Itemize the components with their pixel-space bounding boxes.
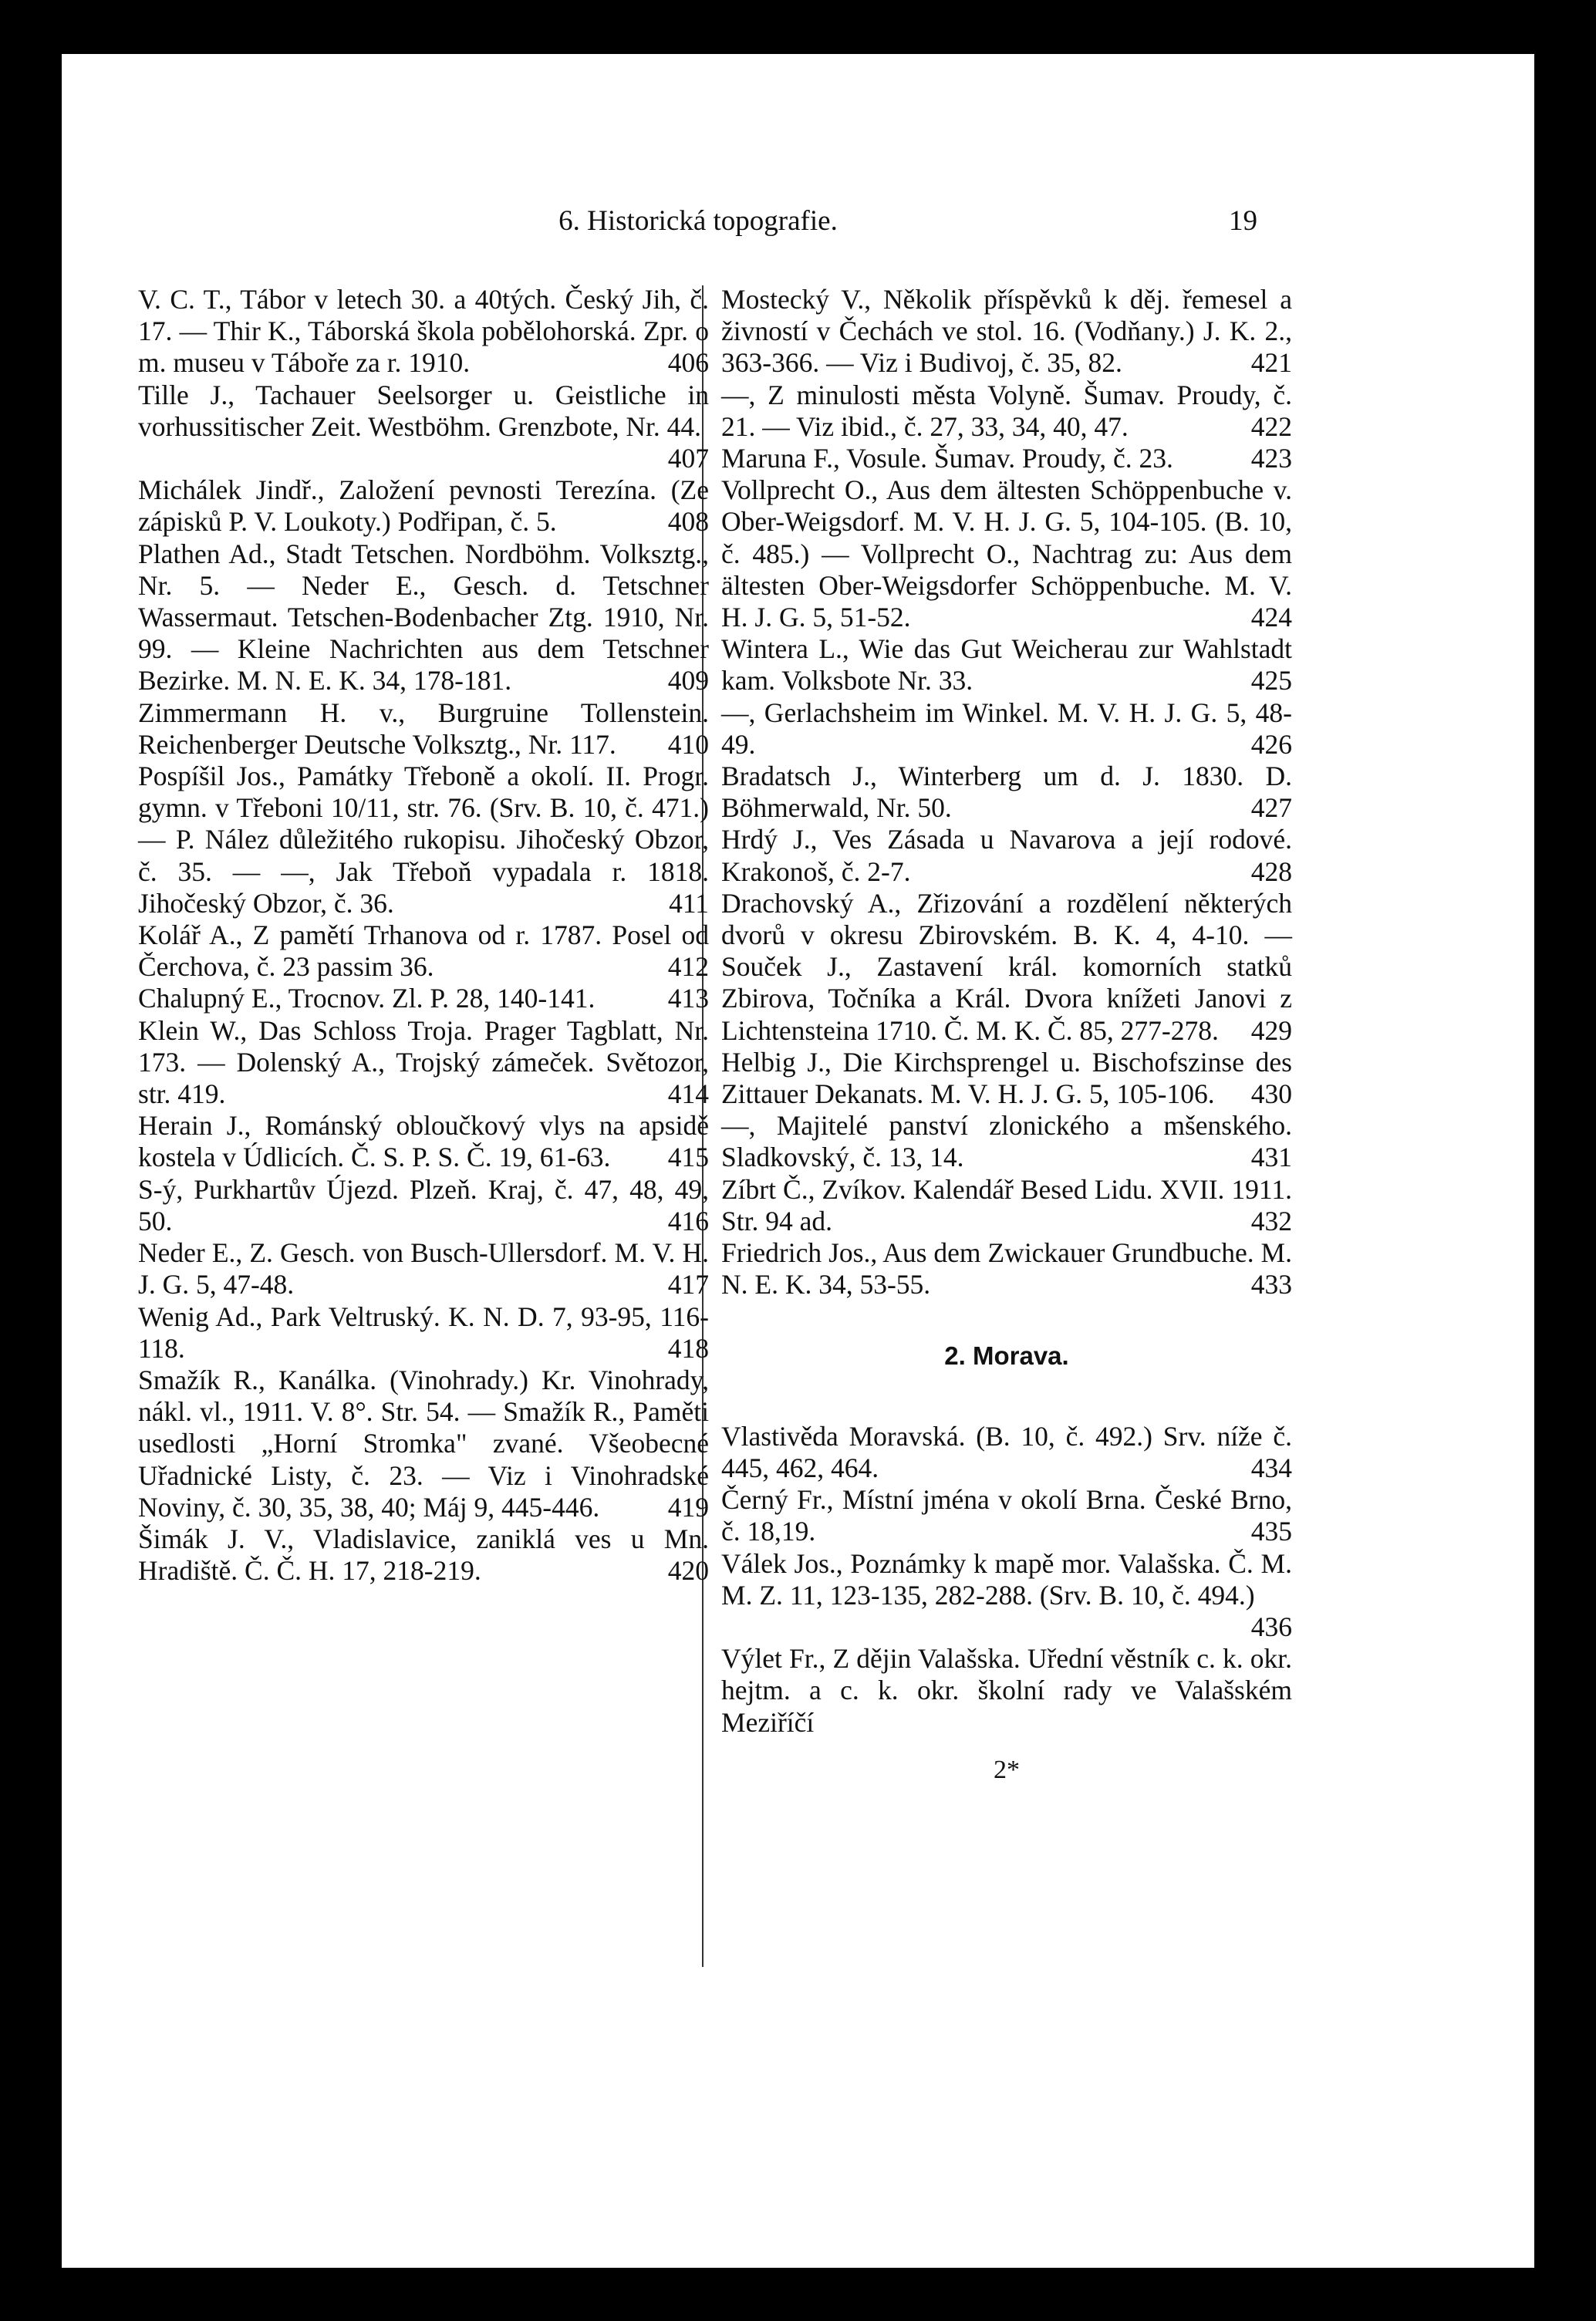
entry-text: Neder E., Z. Gesch. von Busch-Ullersdorf. M. V. H. J. G. 5, 47-48. bbox=[138, 1237, 709, 1301]
bibliography-entry bbox=[138, 538, 709, 697]
entry-number: 420 bbox=[667, 1555, 709, 1587]
bibliography-entry bbox=[138, 380, 709, 475]
entry-text: Vollprecht O., Aus dem ältesten Schöppenbuche v. Ober-Weigsdorf. M. V. H. J. G. 5, 104-105. (B. 10, č. 485.) — Vollprecht O., Nachtrag zu: Aus dem ältesten Ober-Weigsdorfer Schöppenbuche. M. V. H. J. G. 5, 51-52. bbox=[721, 474, 1292, 633]
bibliography-entry bbox=[138, 284, 709, 380]
bibliography-entry bbox=[721, 474, 1292, 633]
entry-text: Smažík R., Kanálka. (Vinohrady.) Kr. Vinohrady, nákl. vl., 1911. V. 8°. Str. 54. — Smažík R., Paměti usedlosti „Horní Stromka" zvané. Všeobecné Uřadnické Listy, č. 23. — Viz i Vinohradské Noviny, č. 30, 35, 38, 40; Máj 9, 445-446. bbox=[138, 1364, 709, 1523]
bibliography-entry bbox=[138, 697, 709, 761]
entry-number: 428 bbox=[1250, 855, 1292, 887]
bibliography-entry bbox=[721, 824, 1292, 887]
entry-number: 419 bbox=[667, 1491, 709, 1523]
running-header bbox=[139, 204, 1257, 251]
entry-number: 412 bbox=[667, 951, 709, 983]
entry-text: Mostecký V., Několik příspěvků k děj. řemesel a živností v Čechách ve stol. 16. (Vodňany.) J. K. 2., 363-366. — Viz i Budivoj, č. 35, 82. bbox=[721, 284, 1292, 379]
entry-number: 424 bbox=[1250, 602, 1292, 633]
page-number: 19 bbox=[1229, 205, 1257, 237]
entry-text: Drachovský A., Zřizování a rozdělení některých dvorů v okresu Zbirovském. B. K. 4, 4-10. — Souček J., Zastavení král. komorních statků Zbirova, Točníka a Král. Dvora knížeti Janovi z Lichtensteina 1710. Č. M. K. Č. 85, 277-278. bbox=[721, 887, 1292, 1046]
entry-text: Šimák J. V., Vladislavice, zaniklá ves u Mn. Hradiště. Č. Č. H. 17, 218-219. bbox=[138, 1523, 709, 1587]
bibliography-entry bbox=[138, 761, 709, 919]
bibliography-entry bbox=[138, 1237, 709, 1301]
bibliography-entry bbox=[721, 1548, 1292, 1644]
header-title: 6. Historická topografie. bbox=[558, 205, 838, 237]
entry-text: Kolář A., Z pamětí Trhanova od r. 1787. Posel od Čerchova, č. 23 passim 36. bbox=[138, 919, 709, 983]
bibliography-entry bbox=[138, 983, 709, 1014]
entry-text: Helbig J., Die Kirchsprengel u. Bischofszinse des Zittauer Dekanats. M. V. H. J. G. 5, 105-106. bbox=[721, 1046, 1292, 1110]
entry-text: Hrdý J., Ves Zásada u Navarova a její rodové. Krakonoš, č. 2-7. bbox=[721, 824, 1292, 887]
bibliography-entry bbox=[721, 1484, 1292, 1547]
entry-text: Bradatsch J., Winterberg um d. J. 1830. D. Böhmerwald, Nr. 50. bbox=[721, 761, 1292, 824]
entry-text: Michálek Jindř., Založení pevnosti Terezína. (Ze zápisků P. V. Loukoty.) Podřipan, č. 5. bbox=[138, 474, 709, 538]
bibliography-entry bbox=[721, 380, 1292, 443]
entry-text: S-ý, Purkhartův Újezd. Plzeň. Kraj, č. 47, 48, 49, 50. bbox=[138, 1173, 709, 1236]
entry-number: 407 bbox=[667, 443, 709, 474]
entry-text: Pospíšil Jos., Památky Třeboně a okolí. II. Progr. gymn. v Třeboni 10/11, str. 76. (Srv. B. 10, č. 471.) — P. Nález důležitého rukopisu. Jihočeský Obzor, č. 35. — —, Jak Třeboň vypadala r. 1818. Jihočeský Obzor, č. 36. bbox=[138, 761, 709, 919]
entry-number: 433 bbox=[1250, 1269, 1292, 1301]
entry-number: 425 bbox=[1250, 665, 1292, 697]
bibliography-entry bbox=[138, 919, 709, 983]
entry-text: Tille J., Tachauer Seelsorger u. Geistliche in vorhussitischer Zeit. Westböhm. Grenzbote, Nr. 44. bbox=[138, 379, 709, 442]
entry-text: Plathen Ad., Stadt Tetschen. Nordböhm. Volksztg., Nr. 5. — Neder E., Gesch. d. Tetschner Wassermaut. Tetschen-Bodenbacher Ztg. 1910, Nr. 99. — Kleine Nachrichten aus dem Tetschner Bezirke. M. N. E. K. 34, 178-181. bbox=[138, 538, 709, 697]
entry-text: Černý Fr., Místní jména v okolí Brna. České Brno, č. 18,19. bbox=[721, 1484, 1292, 1547]
entry-number: 418 bbox=[667, 1332, 709, 1364]
bibliography-entry bbox=[721, 888, 1292, 1047]
entry-number: 427 bbox=[1250, 792, 1292, 824]
entry-number: 406 bbox=[667, 347, 709, 379]
signature-mark: 2* bbox=[994, 1755, 1020, 1784]
bibliography-entry bbox=[721, 284, 1292, 380]
entry-number: 422 bbox=[1250, 410, 1292, 442]
entry-number: 434 bbox=[1250, 1452, 1292, 1483]
bibliography-entry bbox=[721, 443, 1292, 474]
bibliography-entry bbox=[138, 474, 709, 538]
bibliography-entry bbox=[138, 1015, 709, 1111]
bibliography-entry bbox=[721, 1174, 1292, 1237]
entry-number: 413 bbox=[667, 983, 709, 1014]
entry-text: —, Majitelé panství zlonického a mšenského. Sladkovský, č. 13, 14. bbox=[721, 1110, 1292, 1173]
entry-number: 423 bbox=[1250, 443, 1292, 474]
entry-number: 408 bbox=[667, 506, 709, 538]
bibliography-entry bbox=[721, 633, 1292, 697]
entry-number: 435 bbox=[1250, 1516, 1292, 1547]
left-column bbox=[138, 284, 709, 1587]
entry-text: Herain J., Románský obloučkový vlys na apsidě kostela v Údlicích. Č. S. P. S. Č. 19, 61-63. bbox=[138, 1110, 709, 1173]
entry-number: 432 bbox=[1250, 1205, 1292, 1236]
bibliography-entry bbox=[721, 1237, 1292, 1301]
entry-number: 431 bbox=[1250, 1142, 1292, 1173]
bibliography-entry bbox=[721, 1643, 1292, 1739]
entry-text: Výlet Fr., Z dějin Valašska. Uřední věstník c. k. okr. hejtm. a c. k. okr. školní rady ve Valašském Meziříčí bbox=[721, 1643, 1292, 1738]
entry-text: Wintera L., Wie das Gut Weicherau zur Wahlstadt kam. Volksbote Nr. 33. bbox=[721, 633, 1292, 697]
bibliography-entry bbox=[721, 761, 1292, 824]
entry-text: V. C. T., Tábor v letech 30. a 40tých. Český Jih, č. 17. — Thir K., Táborská škola pobělohorská. Zpr. o m. museu v Táboře za r. 1910. bbox=[138, 284, 709, 379]
entry-number: 436 bbox=[1250, 1611, 1292, 1642]
entry-number: 421 bbox=[1250, 347, 1292, 379]
bibliography-entry bbox=[721, 1047, 1292, 1110]
bibliography-entry bbox=[138, 1365, 709, 1523]
entry-number: 430 bbox=[1250, 1078, 1292, 1110]
bibliography-entry bbox=[138, 1174, 709, 1237]
entry-number: 409 bbox=[667, 665, 709, 697]
entry-number: 417 bbox=[667, 1269, 709, 1301]
bibliography-entry bbox=[721, 1110, 1292, 1173]
bibliography-entry bbox=[721, 1421, 1292, 1484]
bibliography-entry bbox=[138, 1110, 709, 1173]
entry-number: 429 bbox=[1250, 1014, 1292, 1046]
entry-number: 426 bbox=[1250, 728, 1292, 760]
entry-text: Maruna F., Vosule. Šumav. Proudy, č. 23. bbox=[721, 443, 1173, 474]
bibliography-entry bbox=[138, 1301, 709, 1365]
bibliography-entry bbox=[138, 1523, 709, 1587]
entry-text: —, Gerlachsheim im Winkel. M. V. H. J. G. 5, 48-49. bbox=[721, 697, 1292, 760]
entry-number: 416 bbox=[667, 1205, 709, 1236]
entry-number: 410 bbox=[667, 728, 709, 760]
right-column bbox=[721, 284, 1292, 1786]
entry-text: Vlastivěda Moravská. (B. 10, č. 492.) Srv. níže č. 445, 462, 464. bbox=[721, 1420, 1292, 1483]
section-heading: 2. Morava. bbox=[944, 1341, 1069, 1370]
entry-text: Klein W., Das Schloss Troja. Prager Tagblatt, Nr. 173. — Dolenský A., Trojský zámeček. Světozor, str. 419. bbox=[138, 1014, 709, 1110]
entry-number: 411 bbox=[669, 887, 709, 919]
entry-text: Wenig Ad., Park Veltruský. K. N. D. 7, 93-95, 116-118. bbox=[138, 1301, 709, 1364]
entry-text: Chalupný E., Trocnov. Zl. P. 28, 140-141. bbox=[138, 983, 596, 1014]
entry-text: Zimmermann H. v., Burgruine Tollenstein. Reichenberger Deutsche Volksztg., Nr. 117. bbox=[138, 697, 709, 760]
entry-text: Zíbrt Č., Zvíkov. Kalendář Besed Lidu. XVII. 1911. Str. 94 ad. bbox=[721, 1173, 1292, 1236]
entry-text: Válek Jos., Poznámky k mapě mor. Valašska. Č. M. M. Z. 11, 123-135, 282-288. (Srv. B. 10, č. 494.) bbox=[721, 1547, 1292, 1611]
entry-number: 414 bbox=[667, 1078, 709, 1110]
bibliography-entry bbox=[721, 697, 1292, 761]
entry-number: 415 bbox=[667, 1142, 709, 1173]
entry-text: —, Z minulosti města Volyně. Šumav. Proudy, č. 21. — Viz ibid., č. 27, 33, 34, 40, 47. bbox=[721, 379, 1292, 442]
entry-text: Friedrich Jos., Aus dem Zwickauer Grundbuche. M. N. E. K. 34, 53-55. bbox=[721, 1237, 1292, 1301]
